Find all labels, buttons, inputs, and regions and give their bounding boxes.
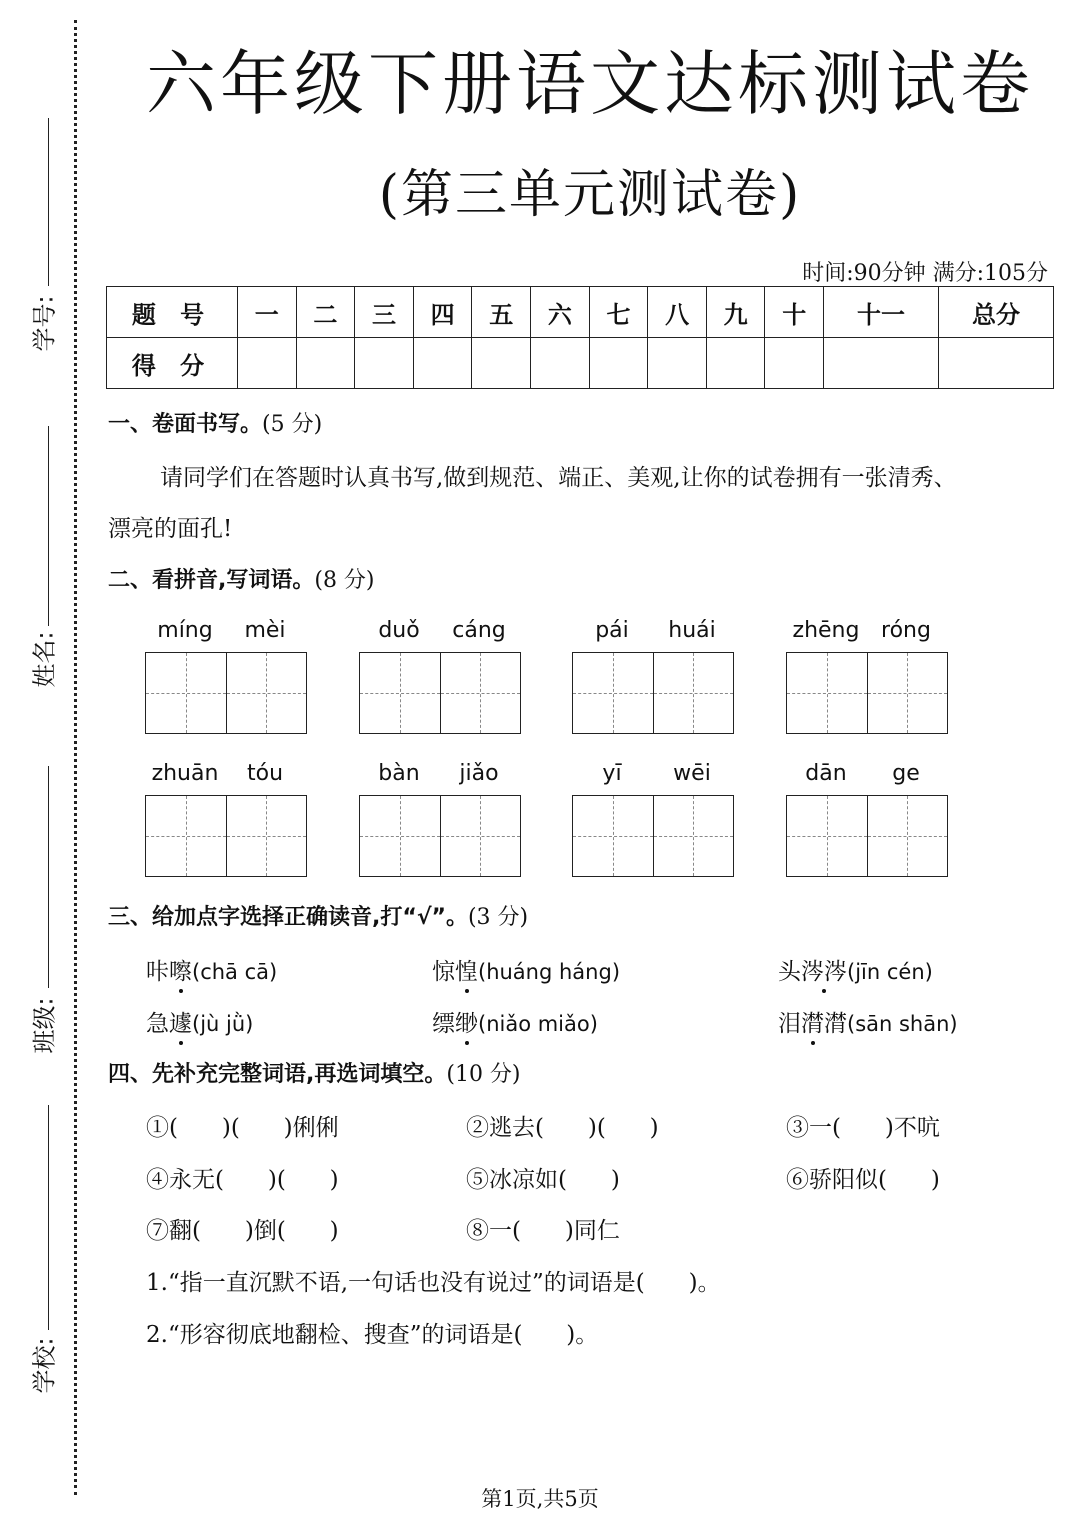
word-part: 头涔: [778, 959, 824, 985]
pronunciation-item[interactable]: [146, 953, 277, 986]
word-part: 泪: [778, 1011, 801, 1037]
score-cell[interactable]: [589, 338, 648, 389]
writing-grid[interactable]: [359, 652, 521, 734]
writing-grid[interactable]: [786, 652, 948, 734]
question-number-label: 题 号: [107, 287, 238, 338]
pinyin-word: [572, 761, 734, 877]
dotted-character: 潸: [801, 1011, 824, 1037]
pinyin-word: [145, 761, 307, 877]
section1-points: (5 分): [262, 412, 323, 437]
writing-grid[interactable]: [786, 795, 948, 877]
pinyin-syllable: dān: [805, 761, 847, 786]
column-header: 九: [706, 287, 765, 338]
word-part: 缥: [432, 1011, 455, 1037]
pinyin-word: [572, 618, 734, 734]
section1-title-text: 一、卷面书写。: [108, 412, 263, 437]
question-2[interactable]: 2.“形容彻底地翻检、搜查”的词语是( )。: [146, 1322, 599, 1348]
pinyin-syllable: ge: [892, 761, 920, 786]
section1-text-line1: 请同学们在答题时认真书写,做到规范、端正、美观,让你的试卷拥有一张清秀、: [160, 465, 957, 491]
score-cell[interactable]: [706, 338, 765, 389]
name-line[interactable]: [48, 426, 49, 626]
word-part: 涔: [824, 959, 847, 985]
section3-title: [108, 900, 528, 931]
pinyin-syllable: zhēng: [792, 618, 860, 643]
writing-grid[interactable]: [572, 652, 734, 734]
section4-title-text: 四、先补充完整词语,再选词填空。: [108, 1062, 447, 1087]
pinyin-syllable: bàn: [378, 761, 420, 786]
pinyin-syllable: cáng: [452, 618, 506, 643]
pinyin-word: [145, 618, 307, 734]
idiom-fill-item[interactable]: ④永无( )( ): [146, 1167, 339, 1193]
pinyin-options: (chā cā): [192, 960, 278, 984]
pinyin-syllable: tóu: [246, 761, 284, 786]
section3-points: (3 分): [467, 905, 529, 930]
score-cell[interactable]: [296, 338, 355, 389]
column-header: 一: [238, 287, 297, 338]
pinyin-syllable: jiǎo: [459, 761, 499, 786]
column-header: 五: [472, 287, 531, 338]
score-cell-total[interactable]: [938, 338, 1053, 389]
section1-title: [108, 407, 322, 438]
section2-title-text: 二、看拼音,写词语。: [108, 568, 315, 593]
dotted-character: 缈: [455, 1011, 478, 1037]
column-header: 七: [589, 287, 648, 338]
idiom-fill-item[interactable]: ⑦翻( )倒( ): [146, 1218, 339, 1244]
word-part: 潸: [824, 1011, 847, 1037]
pinyin-word: [786, 761, 948, 877]
time-info: 时间:90分钟 满分:105分: [802, 261, 1048, 286]
idiom-fill-item[interactable]: ③一( )不吭: [786, 1115, 940, 1141]
class-label: 班级:: [30, 997, 59, 1054]
idiom-fill-item[interactable]: ①( )( )俐俐: [146, 1115, 339, 1141]
pinyin-syllable: míng: [157, 618, 213, 643]
idiom-fill-item[interactable]: ②逃去( )( ): [466, 1115, 659, 1141]
word-part: 急: [146, 1011, 169, 1037]
pinyin-syllable: wēi: [673, 761, 711, 786]
dotted-character: 遽: [169, 1011, 192, 1037]
column-header: 三: [355, 287, 414, 338]
pinyin-syllable: yī: [602, 761, 622, 786]
pronunciation-item[interactable]: [778, 953, 933, 986]
section4-title: [108, 1057, 521, 1088]
pinyin-syllable: duǒ: [378, 618, 420, 643]
pinyin-word: [359, 618, 521, 734]
pronunciation-item[interactable]: [146, 1005, 253, 1038]
pronunciation-item[interactable]: [432, 1005, 598, 1038]
column-header: 十一: [824, 287, 939, 338]
pinyin-syllable: zhuān: [151, 761, 219, 786]
dotted-character: 惶: [455, 959, 478, 985]
pinyin-syllable: pái: [595, 618, 629, 643]
pinyin-options: (sān shān): [847, 1012, 958, 1036]
pinyin-options: (niǎo miǎo): [478, 1012, 598, 1036]
column-header: 十: [765, 287, 824, 338]
section2-title: [108, 563, 375, 594]
question-1[interactable]: 1.“指一直沉默不语,一句话也没有说过”的词语是( )。: [146, 1270, 721, 1296]
writing-grid[interactable]: [572, 795, 734, 877]
section2-points: (8 分): [314, 568, 375, 593]
class-line[interactable]: [48, 766, 49, 988]
score-label: 得 分: [107, 338, 238, 389]
score-cell[interactable]: [413, 338, 472, 389]
column-header-total: 总分: [938, 287, 1053, 338]
word-part: 惊: [432, 959, 455, 985]
score-cell[interactable]: [472, 338, 531, 389]
word-part: 咔: [146, 959, 169, 985]
score-cell[interactable]: [355, 338, 414, 389]
pinyin-syllable: huái: [668, 618, 716, 643]
pinyin-word: [359, 761, 521, 877]
writing-grid[interactable]: [145, 795, 307, 877]
school-line[interactable]: [48, 1105, 49, 1330]
dotted-character: 嚓: [169, 959, 192, 985]
pinyin-options: (jù jǜ): [192, 1012, 254, 1036]
student-id-label: 学号:: [30, 295, 59, 352]
score-cell[interactable]: [238, 338, 297, 389]
idiom-fill-item[interactable]: ⑥骄阳似( ): [786, 1167, 940, 1193]
score-table: [106, 286, 1054, 389]
idiom-fill-item[interactable]: ⑤冰凉如( ): [466, 1167, 620, 1193]
section1-text-line2: 漂亮的面孔!: [108, 516, 233, 542]
pinyin-syllable: róng: [881, 618, 931, 643]
column-header: 八: [648, 287, 707, 338]
score-table-score-row: [107, 338, 1054, 389]
section4-points: (10 分): [446, 1062, 521, 1087]
binding-dashed-line: [74, 20, 77, 1495]
column-header: 四: [413, 287, 472, 338]
score-table-header-row: [107, 287, 1054, 338]
score-cell[interactable]: [531, 338, 590, 389]
pinyin-word: [786, 618, 948, 734]
page-title: 六年级下册语文达标测试卷: [146, 43, 1034, 125]
pinyin-syllable: mèi: [244, 618, 286, 643]
score-cell[interactable]: [824, 338, 939, 389]
section3-title-text: 三、给加点字选择正确读音,打“√”。: [108, 905, 468, 930]
score-cell[interactable]: [765, 338, 824, 389]
school-label: 学校:: [30, 1337, 59, 1394]
pronunciation-item[interactable]: [432, 953, 620, 986]
pronunciation-item[interactable]: [778, 1005, 958, 1038]
page-number: 第1页,共5页: [481, 1487, 599, 1511]
column-header: 二: [296, 287, 355, 338]
student-id-line[interactable]: [48, 118, 49, 286]
pinyin-options: (huáng háng): [478, 960, 621, 984]
name-label: 姓名:: [30, 631, 59, 688]
page-subtitle: (第三单元测试卷): [378, 165, 802, 225]
column-header: 六: [531, 287, 590, 338]
score-cell[interactable]: [648, 338, 707, 389]
pinyin-options: (jīn cén): [847, 960, 933, 984]
idiom-fill-item[interactable]: ⑧一( )同仁: [466, 1218, 620, 1244]
writing-grid[interactable]: [359, 795, 521, 877]
writing-grid[interactable]: [145, 652, 307, 734]
